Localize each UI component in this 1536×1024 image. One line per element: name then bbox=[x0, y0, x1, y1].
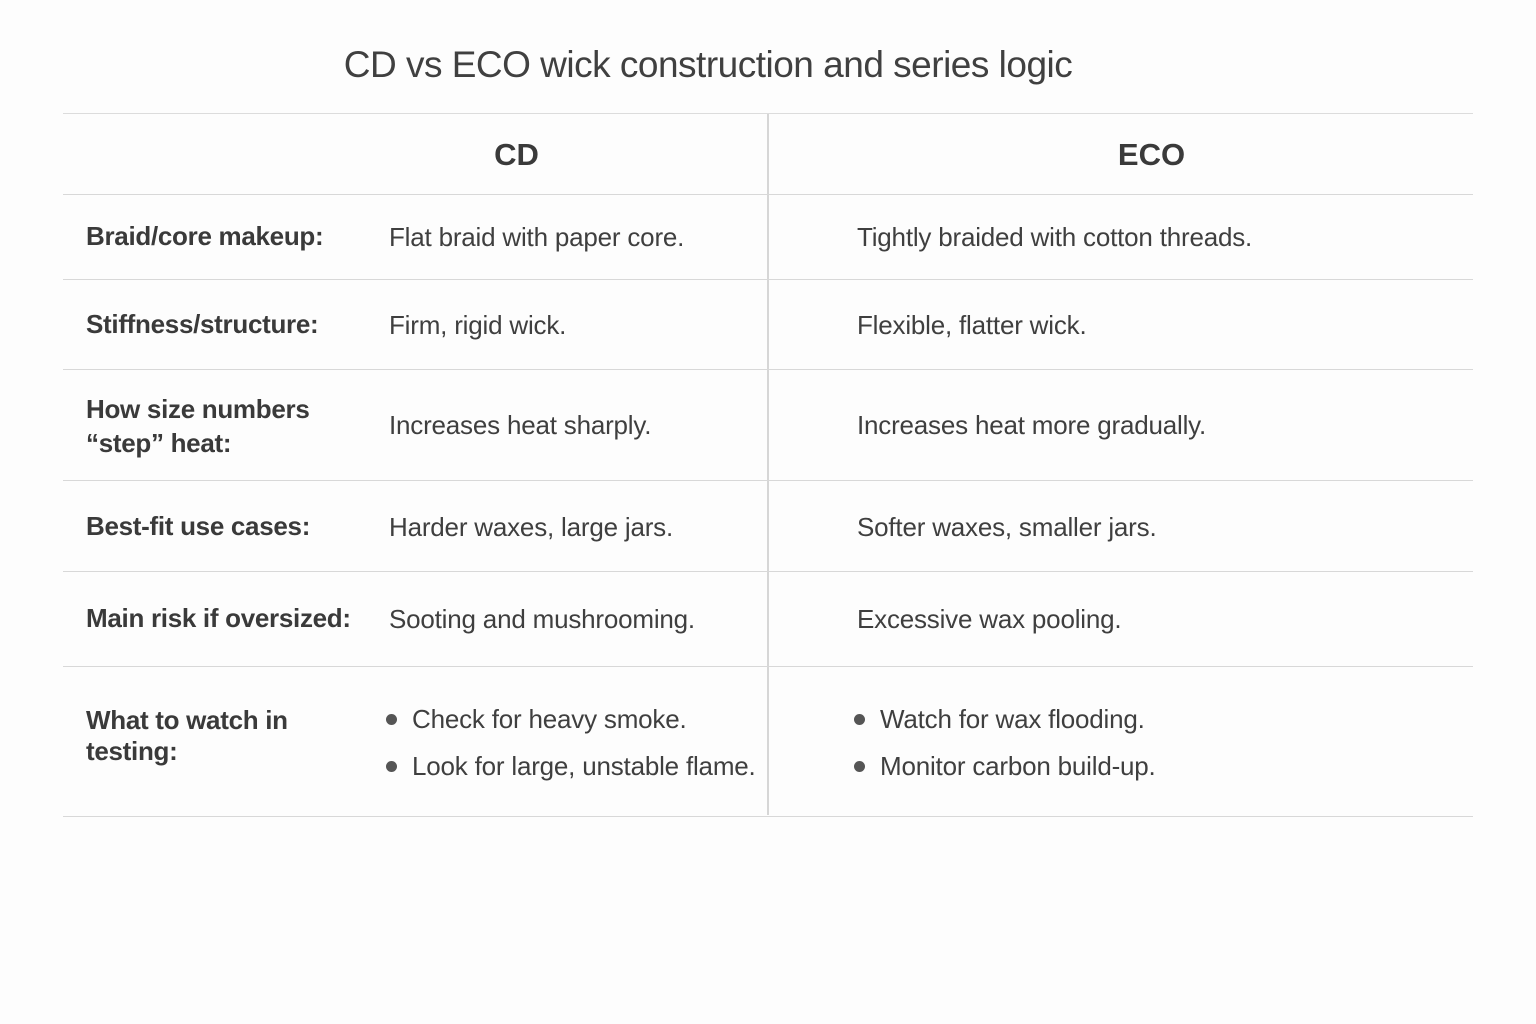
eco-value: Softer waxes, smaller jars. bbox=[857, 512, 1157, 542]
cd-value: Firm, rigid wick. bbox=[389, 310, 567, 340]
row-label: Main risk if oversized: bbox=[86, 603, 351, 633]
table-row-oversized-risk bbox=[63, 572, 1473, 667]
cd-bullet-list bbox=[386, 704, 806, 798]
eco-bullet-list bbox=[854, 704, 1454, 798]
table-row-braid-core bbox=[63, 195, 1473, 280]
eco-value: Increases heat more gradually. bbox=[857, 410, 1207, 440]
comparison-table bbox=[63, 113, 1473, 817]
table-row-testing bbox=[63, 667, 1473, 817]
cd-value: Flat braid with paper core. bbox=[389, 222, 685, 252]
column-header-cd: CD bbox=[494, 137, 539, 172]
eco-value: Excessive wax pooling. bbox=[857, 604, 1122, 634]
row-label: Braid/core makeup: bbox=[86, 221, 324, 251]
table-row-size-step bbox=[63, 370, 1473, 481]
column-header-eco: ECO bbox=[1117, 137, 1186, 172]
row-label: What to watch in testing: bbox=[86, 705, 288, 766]
cd-value: Increases heat sharply. bbox=[389, 410, 652, 440]
list-item: Monitor carbon build-up. bbox=[854, 751, 1454, 798]
list-item: Watch for wax flooding. bbox=[854, 704, 1454, 751]
list-item: Look for large, unstable flame. bbox=[386, 751, 806, 798]
table-row-use-cases bbox=[63, 481, 1473, 572]
row-label-line: “step” heat: bbox=[86, 428, 232, 458]
eco-value: Flexible, flatter wick. bbox=[857, 310, 1087, 340]
eco-value: Tightly braided with cotton threads. bbox=[857, 222, 1253, 252]
page-title: CD vs ECO wick construction and series logic bbox=[343, 44, 1073, 85]
row-label: Stiffness/structure: bbox=[86, 309, 319, 339]
cd-value: Sooting and mushrooming. bbox=[389, 604, 695, 634]
table-header-row bbox=[63, 114, 1473, 195]
table-row-stiffness bbox=[63, 280, 1473, 370]
list-item: Check for heavy smoke. bbox=[386, 704, 806, 751]
row-label bbox=[86, 392, 386, 460]
row-label-line: How size numbers bbox=[86, 394, 310, 424]
cd-value: Harder waxes, large jars. bbox=[389, 512, 673, 542]
row-label: Best-fit use cases: bbox=[86, 511, 311, 541]
